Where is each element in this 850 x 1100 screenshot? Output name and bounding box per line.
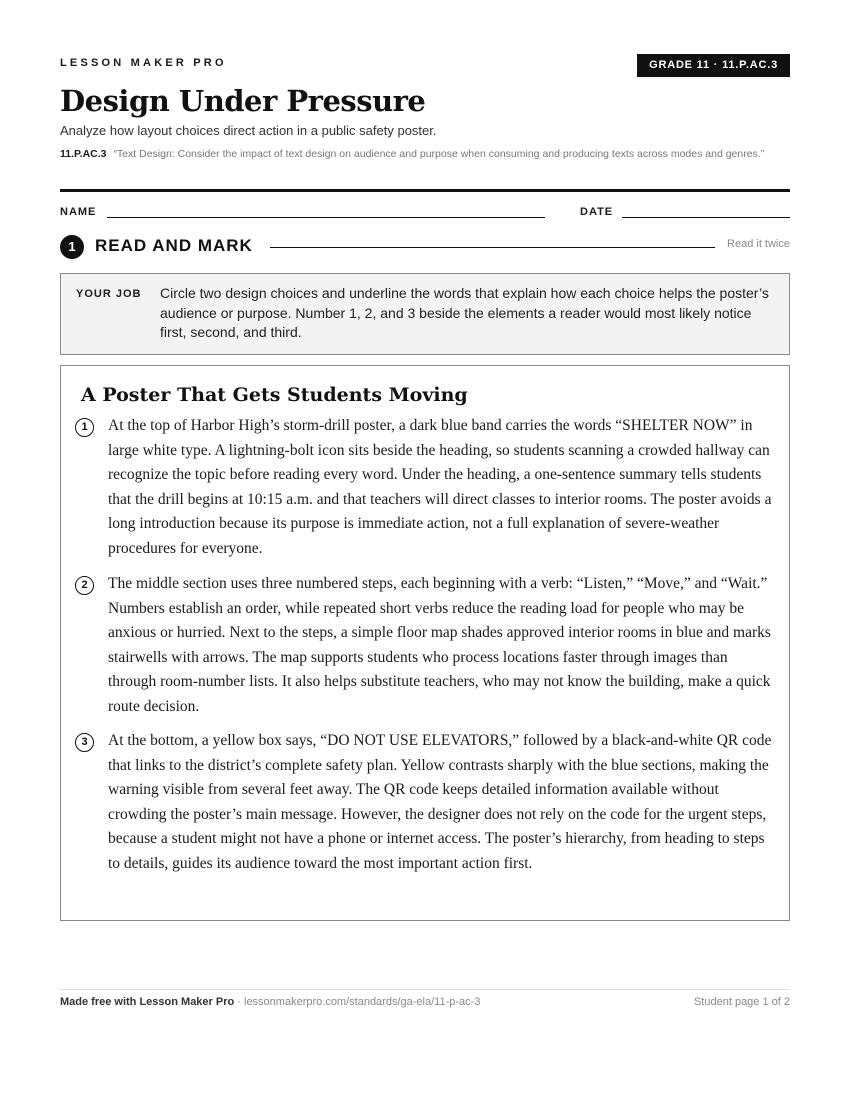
section-divider: [270, 247, 715, 248]
worksheet-page: [60, 0, 790, 1100]
footer-divider: [60, 989, 790, 990]
page-title: Design Under Pressure: [60, 84, 426, 118]
date-field[interactable]: [622, 217, 790, 218]
header-divider: [60, 189, 790, 192]
footer-credit: Made free with Lesson Maker Pro: [60, 996, 235, 1008]
footer-credit-line: [60, 996, 480, 1008]
paragraph-number-3: 3: [75, 733, 94, 752]
paragraph-number-1: 1: [75, 418, 94, 437]
paragraph-1: At the top of Harbor High’s storm-drill poster, a dark blue band carries the words “SHELTER NOW” in large white type. A lightning-bolt icon sits beside the heading, so students scanning a crowded hallway can recognize the topic before reading every word. Under the heading, a one-sentence summary tells students that the drill begins at 10:15 a.m. and that teachers will direct classes to interior rooms. The poster avoids a long introduction because its purpose is immediate action, not a full explanation of severe-weather procedures for everyone.: [108, 417, 772, 557]
section-title: READ AND MARK: [95, 236, 253, 255]
section-number-badge: 1: [60, 235, 84, 259]
paragraph-2: The middle section uses three numbered steps, each beginning with a verb: “Listen,” “Move,” and “Wait.” Numbers establish an order, while repeated short verbs reduce the reading load for people who may be anxious or hurried. Next to the steps, a simple floor map shades approved interior rooms in blue and marks stairwells with arrows. The map supports students who process locations faster through images than through room-number lists. It also helps substitute teachers, who may not know the building, make a quick route decision.: [108, 575, 771, 715]
footer-separator: ·: [234, 996, 244, 1008]
section-note: Read it twice: [727, 238, 790, 250]
passage-title: A Poster That Gets Students Moving: [81, 384, 468, 406]
paragraph-3: At the bottom, a yellow box says, “DO NOT USE ELEVATORS,” followed by a black-and-white QR code that links to the district’s complete safety plan. Yellow contrasts sharply with the blue sections, making the warning visible from several feet away. The QR code keeps detailed information available without crowding the poster’s main message. However, the designer does not rely on the code for the urgent steps, because a student might not have a phone or internet access. The poster’s hierarchy, from heading to steps to details, guides its audience toward the most important action first.: [108, 732, 772, 872]
standard-description: [60, 147, 790, 162]
footer-url[interactable]: lessonmakerpro.com/standards/ga-ela/11-p-ac-3: [244, 996, 481, 1008]
grade-badge: GRADE 11 · 11.P.AC.3: [637, 54, 790, 77]
page-subtitle: Analyze how layout choices direct action in a public safety poster.: [60, 123, 437, 138]
reading-passage: [60, 365, 790, 921]
name-field[interactable]: [107, 217, 545, 218]
name-label: NAME: [60, 206, 97, 218]
page-number: Student page 1 of 2: [693, 996, 790, 1008]
instructions-label: YOUR JOB: [76, 288, 142, 300]
brand-name: LESSON MAKER PRO: [60, 57, 227, 69]
date-label: DATE: [580, 206, 614, 218]
instructions-box: [60, 273, 790, 355]
standard-text: “Text Design: Consider the impact of text design on audience and purpose when consuming and producing texts across modes and genres.”: [113, 148, 765, 160]
instructions-text: Circle two design choices and underline the words that explain how each choice helps the poster’s audience or purpose. Number 1, 2, and 3 beside the elements a reader would most likely notice first, second, and third.: [160, 285, 769, 340]
standard-code: 11.P.AC.3: [60, 148, 107, 160]
paragraph-number-2: 2: [75, 576, 94, 595]
